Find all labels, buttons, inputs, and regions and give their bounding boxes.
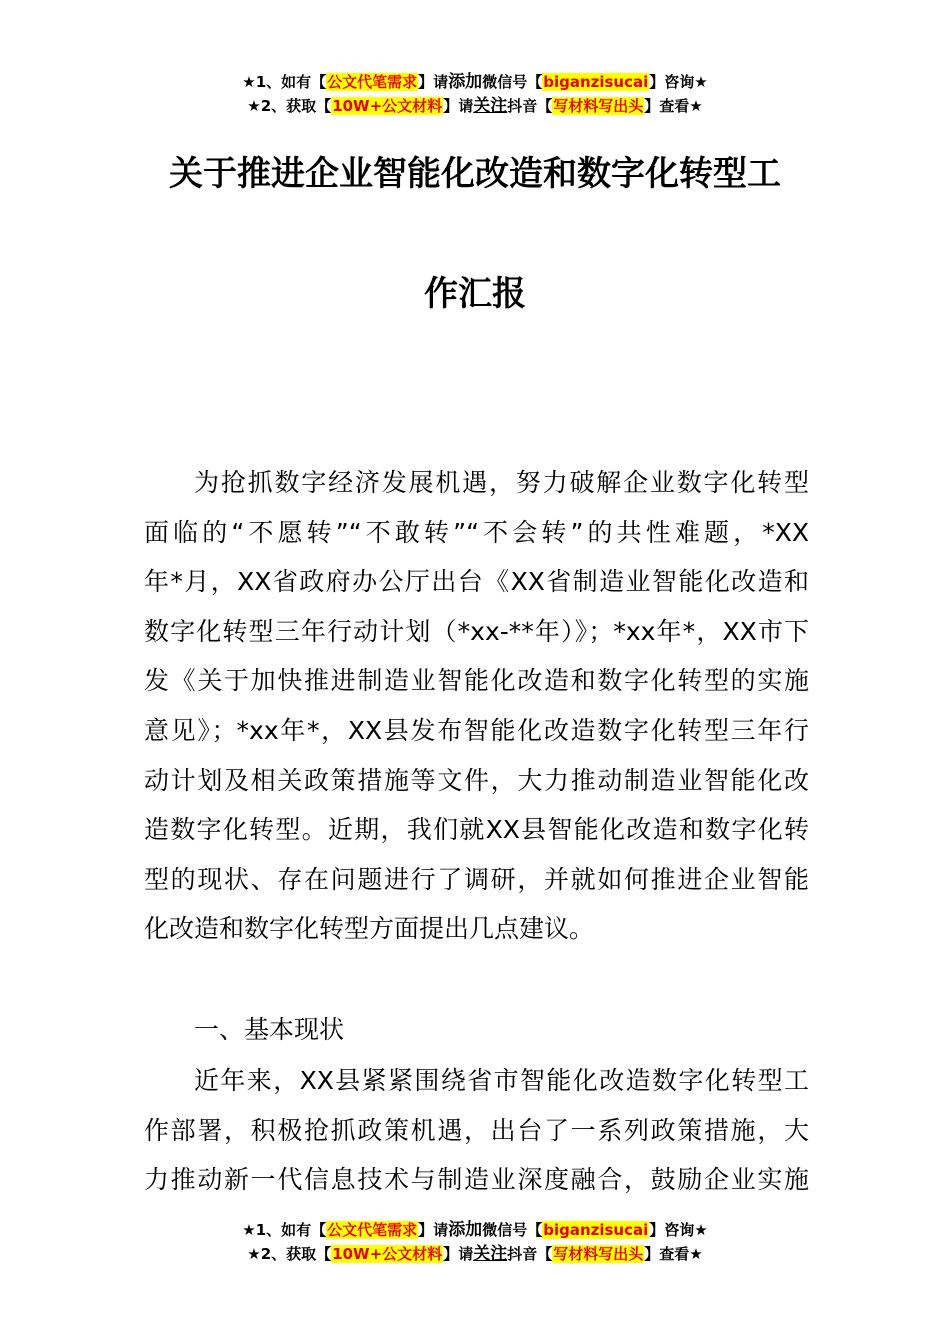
- promo-text: 】请: [443, 97, 474, 115]
- section-heading: [144, 1005, 809, 1055]
- section-heading-text: 一、基本现状: [194, 1015, 345, 1044]
- promo-line-1: [0, 70, 950, 94]
- promo-text: 微信号【: [482, 1221, 543, 1239]
- promo-highlight: 公文代笔需求: [327, 1221, 418, 1239]
- document-title-line-1: 关于推进企业智能化改造和数字化转型工: [169, 154, 781, 194]
- document-title-line-2: 作汇报: [424, 274, 526, 314]
- promo-banner-top: [0, 70, 950, 118]
- promo-highlight: 10W+公文材料: [332, 1245, 443, 1263]
- promo-text: ★1、如有【: [242, 73, 327, 91]
- paragraph-line: 年*月，XX省政府办公厅出台《XX省制造业智能化改造和: [144, 567, 809, 597]
- promo-text: 】请: [418, 73, 449, 91]
- promo-highlight: 写材料写出头: [553, 97, 644, 115]
- paragraph-line: 造数字化转型。近期，我们就XX县智能化改造和数字化转: [144, 815, 809, 845]
- promo-highlight: biganzisucai: [543, 1221, 649, 1239]
- paragraph-line: 数字化转型三年行动计划（*xx-**年）》；*xx年*，XX市下: [144, 616, 809, 646]
- paragraph-line: 面临的“不愿转”“不敢转”“不会转”的共性难题，*XX: [144, 517, 809, 547]
- section-paragraph: [144, 1056, 809, 1205]
- promo-text: 】请: [443, 1245, 474, 1263]
- promo-text: 抖音【: [507, 97, 553, 115]
- promo-banner-bottom: [0, 1218, 950, 1266]
- promo-emphasis: 添加: [448, 1220, 483, 1240]
- paragraph-line: 作部署，积极抢抓政策机遇，出台了一系列政策措施，大: [144, 1115, 809, 1145]
- promo-text: 】请: [418, 1221, 449, 1239]
- promo-line-1: [0, 1218, 950, 1242]
- promo-text: ★2、获取【: [247, 97, 332, 115]
- promo-text: 抖音【: [507, 1245, 553, 1263]
- paragraph-line: 意见》；*xx年*，XX县发布智能化改造数字化转型三年行: [144, 715, 809, 745]
- promo-emphasis: 添加: [448, 72, 483, 92]
- promo-text: ★2、获取【: [247, 1245, 332, 1263]
- promo-text: 】咨询★: [649, 73, 708, 91]
- paragraph-line: 型的现状、存在问题进行了调研，并就如何推进企业智能: [144, 864, 809, 894]
- paragraph-line: 近年来，XX县紧紧围绕省市智能化改造数字化转型工: [194, 1066, 809, 1095]
- promo-highlight: 公文代笔需求: [327, 73, 418, 91]
- paragraph-line: 动计划及相关政策措施等文件，大力推动制造业智能化改: [144, 765, 809, 795]
- promo-text: 】查看★: [644, 97, 703, 115]
- paragraph-line: 为抢抓数字经济发展机遇，努力破解企业数字化转型: [194, 468, 809, 497]
- promo-highlight: 10W+公文材料: [332, 97, 443, 115]
- promo-emphasis: 关注: [473, 96, 508, 116]
- promo-text: 微信号【: [482, 73, 543, 91]
- promo-line-2: [0, 1242, 950, 1266]
- promo-text: 】查看★: [644, 1245, 703, 1263]
- promo-text: ★1、如有【: [242, 1221, 327, 1239]
- paragraph-line: 发《关于加快推进制造业智能化改造和数字化转型的实施: [144, 666, 809, 696]
- promo-text: 】咨询★: [649, 1221, 708, 1239]
- intro-paragraph: [144, 458, 809, 954]
- promo-emphasis: 关注: [473, 1244, 508, 1264]
- paragraph-line: 力推动新一代信息技术与制造业深度融合，鼓励企业实施: [144, 1165, 809, 1195]
- promo-highlight: 写材料写出头: [553, 1245, 644, 1263]
- promo-line-2: [0, 94, 950, 118]
- paragraph-line: 化改造和数字化转型方面提出几点建议。: [144, 914, 595, 944]
- promo-highlight: biganzisucai: [543, 73, 649, 91]
